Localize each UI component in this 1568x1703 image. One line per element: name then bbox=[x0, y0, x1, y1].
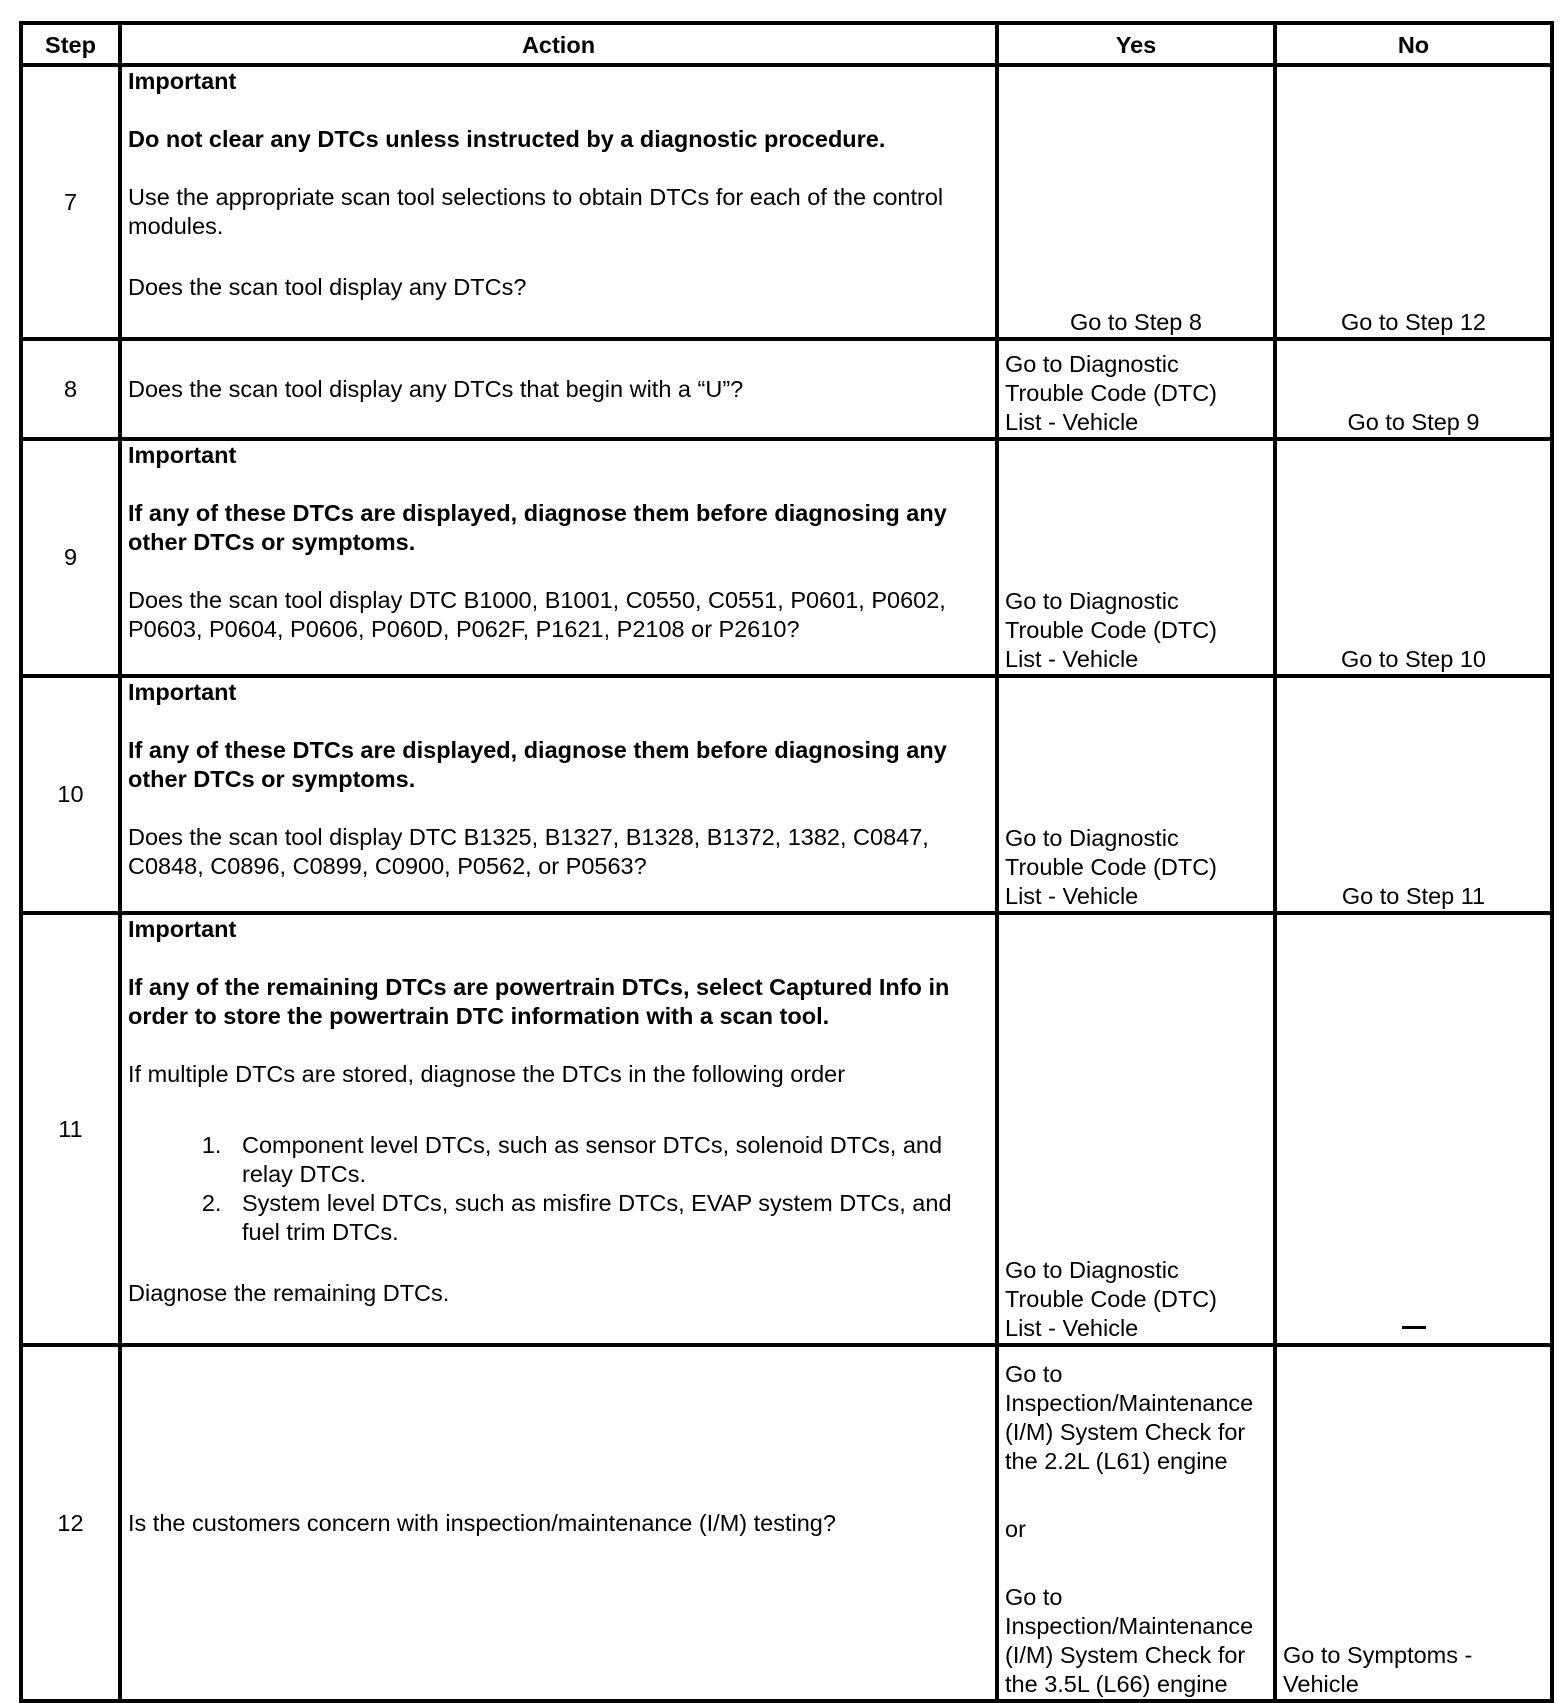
important-instruction: If any of the remaining DTCs are powertrain DTCs, select Captured Info in order to store the powertrain DTC information with a scan tool. bbox=[128, 974, 950, 1029]
step-number: 7 bbox=[21, 65, 120, 339]
action-question: Does the scan tool display any DTCs that begin with a “U”? bbox=[128, 375, 744, 402]
yes-cell[interactable]: Go to Step 8 bbox=[997, 65, 1275, 339]
action-question: Does the scan tool display DTC B1000, B1001, C0550, C0551, P0601, P0602, P0603, P0604, P0606, P060D, P062F, P1621, P2108 or P2610? bbox=[128, 587, 946, 642]
step-number: 10 bbox=[21, 676, 120, 913]
no-cell bbox=[1275, 913, 1552, 1345]
no-cell[interactable]: Go to Step 11 bbox=[1275, 676, 1552, 913]
important-label: Important bbox=[128, 68, 237, 94]
yes-cell[interactable]: Go to Diagnostic Trouble Code (DTC) List - Vehicle bbox=[997, 676, 1275, 913]
header-step: Step bbox=[21, 23, 120, 65]
table-row bbox=[21, 339, 1552, 439]
yes-cell bbox=[997, 1345, 1275, 1701]
important-label: Important bbox=[128, 916, 237, 942]
yes-cell[interactable]: Go to Diagnostic Trouble Code (DTC) List - Vehicle bbox=[997, 439, 1275, 676]
action-cell bbox=[120, 439, 997, 676]
header-no: No bbox=[1275, 23, 1552, 65]
action-text: If multiple DTCs are stored, diagnose the DTCs in the following order bbox=[128, 1061, 846, 1087]
diagnostic-table bbox=[19, 21, 1554, 1703]
diagnosis-order-list bbox=[128, 1131, 989, 1247]
important-label: Important bbox=[128, 442, 237, 468]
important-instruction: If any of these DTCs are displayed, diagnose them before diagnosing any other DTCs or symptoms. bbox=[128, 500, 947, 555]
action-cell bbox=[120, 1345, 997, 1701]
list-item: 1. Component level DTCs, such as sensor DTCs, solenoid DTCs, and relay DTCs. bbox=[228, 1131, 989, 1189]
action-question: Does the scan tool display DTC B1325, B1327, B1328, B1372, 1382, C0847, C0848, C0896, C0899, C0900, P0562, or P0563? bbox=[128, 824, 929, 879]
important-instruction: Do not clear any DTCs unless instructed by a diagnostic procedure. bbox=[128, 126, 886, 152]
yes-link-l61[interactable]: Go to Inspection/Maintenance (I/M) System Check for the 2.2L (L61) engine bbox=[1005, 1361, 1254, 1474]
no-cell[interactable]: Go to Symptoms - Vehicle bbox=[1275, 1345, 1552, 1701]
table-row bbox=[21, 439, 1552, 676]
action-question: Diagnose the remaining DTCs. bbox=[128, 1280, 450, 1306]
step-number: 9 bbox=[21, 439, 120, 676]
table-row bbox=[21, 913, 1552, 1345]
yes-or-text: or bbox=[1005, 1516, 1026, 1542]
action-question: Does the scan tool display any DTCs? bbox=[128, 274, 527, 300]
header-action: Action bbox=[120, 23, 997, 65]
yes-cell[interactable]: Go to Diagnostic Trouble Code (DTC) List - Vehicle bbox=[997, 913, 1275, 1345]
table-header-row bbox=[21, 23, 1552, 65]
yes-link-l66[interactable]: Go to Inspection/Maintenance (I/M) System Check for the 3.5L (L66) engine bbox=[1005, 1584, 1254, 1697]
action-cell bbox=[120, 65, 997, 339]
action-question: Is the customers concern with inspection/maintenance (I/M) testing? bbox=[128, 1509, 836, 1536]
header-yes: Yes bbox=[997, 23, 1275, 65]
step-number: 8 bbox=[21, 339, 120, 439]
table-row bbox=[21, 1345, 1552, 1701]
table-row bbox=[21, 676, 1552, 913]
table-row bbox=[21, 65, 1552, 339]
no-cell[interactable]: Go to Step 12 bbox=[1275, 65, 1552, 339]
important-instruction: If any of these DTCs are displayed, diagnose them before diagnosing any other DTCs or symptoms. bbox=[128, 737, 947, 792]
action-cell bbox=[120, 676, 997, 913]
yes-cell[interactable]: Go to Diagnostic Trouble Code (DTC) List - Vehicle bbox=[997, 339, 1275, 439]
action-text: Use the appropriate scan tool selections to obtain DTCs for each of the control modules. bbox=[128, 184, 944, 239]
important-label: Important bbox=[128, 679, 237, 705]
no-cell[interactable]: Go to Step 9 bbox=[1275, 339, 1552, 439]
step-number: 12 bbox=[21, 1345, 120, 1701]
action-cell bbox=[120, 913, 997, 1345]
no-cell[interactable]: Go to Step 10 bbox=[1275, 439, 1552, 676]
em-dash bbox=[1402, 1326, 1426, 1329]
step-number: 11 bbox=[21, 913, 120, 1345]
action-cell bbox=[120, 339, 997, 439]
list-item: 2. System level DTCs, such as misfire DTCs, EVAP system DTCs, and fuel trim DTCs. bbox=[228, 1189, 989, 1247]
